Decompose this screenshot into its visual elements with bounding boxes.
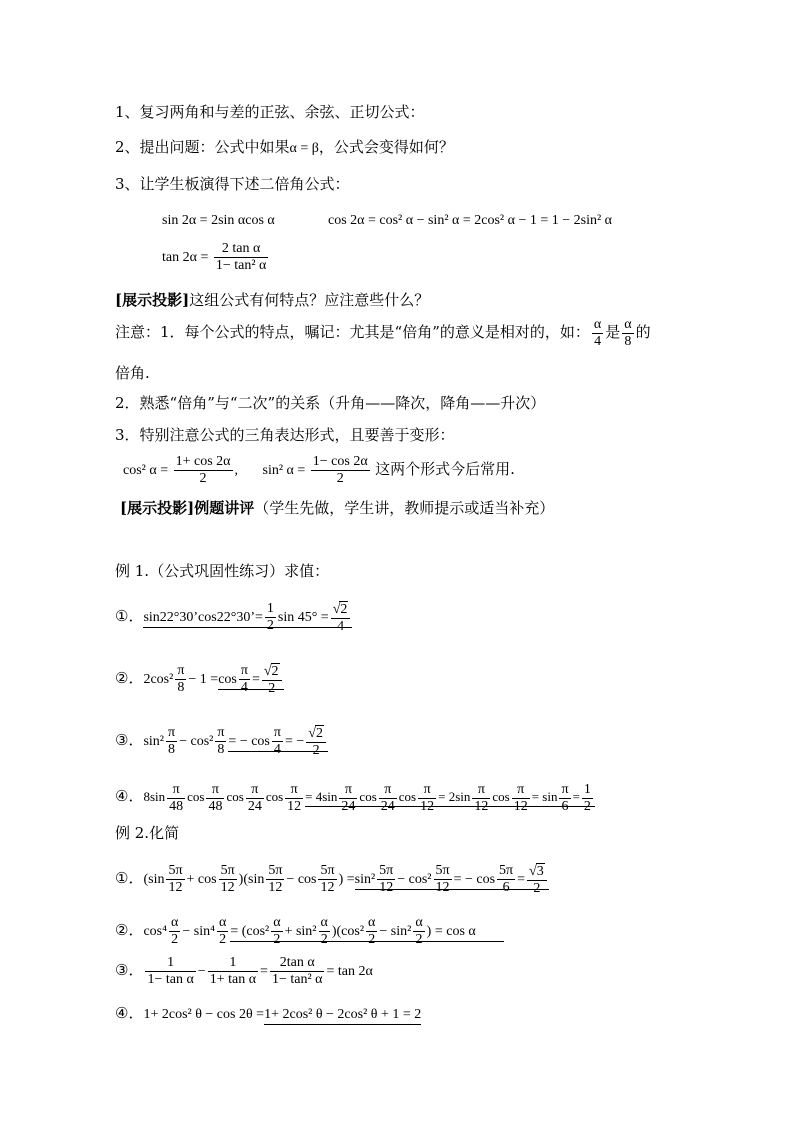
sin2-lhs: sin² α = — [262, 463, 306, 478]
p4-frac-h — [472, 782, 490, 815]
q3-frac-2 — [208, 955, 258, 988]
p2-lhs-pre: 2cos² — [143, 672, 174, 687]
p4-f-den: 24 — [380, 798, 395, 814]
q3-minus: − — [197, 964, 206, 979]
intro-item-2 — [115, 137, 454, 159]
q1-plus: + cos — [186, 872, 217, 887]
q2-frac-5 — [366, 915, 377, 948]
p3-ans-num: 2 — [315, 725, 323, 741]
note-1-mid: 是 — [605, 323, 621, 341]
p2-answer — [218, 663, 283, 696]
p3-pi8a-num: π — [168, 725, 176, 741]
example-1-part-1 — [115, 596, 352, 638]
p4-cos-4: cos — [359, 789, 377, 804]
q1-frac-2 — [219, 863, 237, 896]
p3-pi8b — [215, 725, 226, 758]
p4-label: ④． — [115, 787, 144, 805]
p4-half — [582, 782, 593, 815]
p2-pi8 — [175, 663, 186, 696]
p4-cos-6: cos — [492, 789, 510, 804]
q1-f1-num: 5π — [168, 863, 183, 879]
p4-frac-g — [418, 782, 436, 815]
p4-b-num: π — [206, 782, 224, 799]
sin2-num: 1− cos 2α — [312, 454, 368, 470]
q2-f6-den: 2 — [415, 932, 423, 948]
p4-h-num: π — [472, 782, 490, 799]
p4-eq: = — [572, 789, 580, 804]
cos2-den: 2 — [199, 471, 207, 487]
q1-f5-num: 5π — [379, 863, 394, 879]
q1-ans-num: 3 — [536, 863, 544, 879]
p2-pi8-den: 8 — [177, 680, 185, 696]
q1-f4-den: 12 — [320, 880, 335, 896]
p3-pi8b-den: 8 — [217, 742, 225, 758]
q1-frac-5 — [377, 863, 395, 896]
p4-frac-f — [379, 782, 397, 815]
p3-minus: − cos² — [179, 734, 214, 749]
q2-frac-3 — [271, 915, 282, 948]
p4-2sin: = 2sin — [438, 789, 471, 804]
p4-frac-b — [206, 782, 224, 815]
q1-f4-num: 5π — [320, 863, 335, 879]
example-1-title: 例 1.（公式巩固性练习）求值： — [115, 562, 330, 580]
p4-a-num: π — [167, 782, 185, 799]
p4-d-num: π — [285, 782, 303, 799]
tan2a-num: 2 tan α — [214, 241, 269, 258]
p4-cos-3: cos — [265, 789, 284, 804]
tan2a-den: 1− tan² α — [215, 258, 267, 274]
note-1 — [115, 314, 651, 350]
q1-label: ①． — [115, 869, 144, 887]
q1-eq2: = — [517, 872, 526, 887]
q1-close: ) = — [338, 872, 355, 887]
q1-f2-den: 12 — [220, 880, 235, 896]
q4-label: ④． — [115, 1004, 144, 1022]
p2-ans-den: 2 — [268, 680, 276, 696]
p2-pi4-num: π — [240, 663, 248, 679]
note-2: 2．熟悉“倍角”与“二次”的关系（升角——降次，降角——升次） — [115, 394, 546, 412]
p4-8sin: 8sin — [143, 789, 166, 804]
p3-eq: = − cos — [228, 734, 270, 749]
q1-minus-cos2: − cos² — [397, 872, 432, 887]
p4-i-den: 12 — [513, 798, 528, 814]
example-2-part-3 — [115, 950, 373, 992]
note-1-frac-a4 — [592, 317, 603, 350]
q1-f3-den: 12 — [268, 880, 283, 896]
p3-eq2: = − — [284, 734, 305, 749]
q4-rhs: 1+ 2cos² θ − 2cos² θ + 1 = 2 — [264, 1007, 421, 1025]
note-1-frac-a8 — [622, 317, 633, 350]
p1-ans-den: 4 — [337, 618, 345, 634]
example-1-part-2 — [115, 658, 284, 700]
p3-pi8a-den: 8 — [168, 742, 176, 758]
p3-sin: sin² — [143, 734, 164, 749]
q3-frac-1 — [145, 955, 195, 988]
p4-frac-d — [285, 782, 303, 815]
p4-frac-i — [512, 782, 530, 815]
q2-frac-1 — [169, 915, 180, 948]
frac-a4-num: α — [593, 316, 602, 332]
p2-sqrt: $\frac{√2}{2}$ — [262, 663, 282, 697]
p3-label: ③． — [115, 731, 144, 749]
p1-lhs: sin22°30’cos22°30’= — [143, 610, 263, 625]
p2-lhs-post: − 1 = — [188, 672, 219, 687]
q2-frac-2 — [217, 915, 228, 948]
q1-open: (sin — [143, 872, 165, 887]
p2-cos: cos — [218, 672, 237, 687]
q1-sqrt: $\frac{√3}{2}$ — [527, 863, 547, 897]
q2-f3-den: 2 — [273, 932, 281, 948]
q1-frac-7 — [497, 863, 515, 896]
example-2-title: 例 2.化简 — [115, 824, 180, 842]
q3-f2-den: 1+ tan α — [209, 972, 257, 988]
intro-item-2-text: 2、提出问题：公式中如果 — [115, 138, 290, 156]
example-2-part-2 — [115, 910, 504, 952]
q2-minus-sin4: − sin⁴ — [182, 924, 215, 939]
q1-frac-4 — [318, 863, 336, 896]
intro-item-3: 3、让学生板演得下述二倍角公式： — [115, 175, 350, 193]
frac-a4-den: 4 — [594, 333, 602, 349]
frac-a8-den: 8 — [624, 333, 632, 349]
tan2a-lhs: tan 2α = — [162, 250, 209, 265]
p1-half — [265, 601, 276, 634]
q2-f1-den: 2 — [171, 932, 179, 948]
q1-sin2: sin² — [354, 872, 376, 887]
q3-frac-3 — [270, 955, 325, 988]
p4-g-num: π — [418, 782, 436, 799]
tan2a-fraction — [214, 241, 269, 274]
q2-f5-den: 2 — [368, 932, 376, 948]
q2-f2-num: α — [218, 915, 227, 931]
p4-b-den: 48 — [208, 798, 223, 814]
q1-f6-num: 5π — [435, 863, 450, 879]
p4-c-num: π — [246, 782, 264, 799]
p2-pi4 — [239, 663, 250, 696]
p3-answer — [228, 725, 328, 758]
q2-label: ②． — [115, 921, 144, 939]
p1-expression — [143, 601, 352, 634]
cos2-lhs: cos² α = — [123, 463, 169, 478]
formula-sin2a: sin 2α = 2sin αcos α — [162, 213, 275, 228]
q2-f2-den: 2 — [219, 932, 227, 948]
example-1-part-4 — [115, 776, 595, 817]
q4-lhs: 1+ 2cos² θ − cos 2θ = — [143, 1007, 265, 1022]
intro-item-2-question: ，公式会变得如何？ — [318, 138, 454, 156]
p4-e-num: π — [339, 782, 357, 799]
q2-answer — [230, 915, 503, 948]
example-1-part-3 — [115, 720, 328, 762]
p4-g-den: 12 — [420, 798, 435, 814]
p3-pi4 — [272, 725, 283, 758]
sin2-den: 2 — [336, 471, 344, 487]
frac-a8-num: α — [624, 316, 632, 332]
cos2-fraction — [174, 454, 233, 487]
p4-ans-num: 1 — [583, 781, 591, 797]
note-1-text: 注意：1．每个公式的特点，嘱记：尤其是“倍角”的意义是相对的，如： — [115, 323, 590, 341]
half-angle-formulas: cos² α = $\frac{1+ \cos 2\alpha}{2}$ , sin² α = $\frac{1- \cos 2\alpha}{2}$ 这两个形式今后常用. — [123, 454, 515, 487]
alpha-equals-beta: α = β — [289, 141, 319, 156]
p2-eq: = — [251, 672, 260, 687]
p4-frac-a — [167, 782, 185, 815]
q2-frac-4 — [319, 915, 330, 948]
p1-half-num: 1 — [266, 601, 274, 617]
p4-cos-2: cos — [226, 789, 244, 804]
q1-minus: − cos — [286, 872, 317, 887]
p1-label: ①． — [115, 607, 144, 625]
q2-f4-den: 2 — [320, 932, 328, 948]
q1-f5-den: 12 — [379, 880, 394, 896]
p1-mid: sin 45° = — [277, 610, 329, 625]
p1-answer: $\frac{√2}{4}$ — [331, 601, 351, 635]
projection-2 — [120, 498, 554, 518]
q1-ans-den: 2 — [533, 880, 541, 896]
q2-f1-num: α — [171, 915, 179, 931]
p4-f-num: π — [379, 782, 397, 799]
projection-1-tag: [展示投影] — [115, 291, 190, 309]
p4-4sin: = 4sin — [305, 789, 338, 804]
q1-f6-den: 12 — [435, 880, 450, 896]
p4-c-den: 24 — [247, 798, 262, 814]
p4-ans-den: 2 — [583, 798, 591, 814]
q2-minus-sin2: − sin² — [379, 924, 412, 939]
projection-1 — [115, 290, 429, 310]
p4-answer — [305, 781, 595, 814]
example-2-part-4 — [115, 1003, 421, 1025]
p4-frac-j — [559, 782, 570, 815]
p4-sin: = sin — [531, 789, 558, 804]
q1-frac-6 — [434, 863, 452, 896]
p3-sqrt: $\frac{√2}{2}$ — [306, 725, 326, 759]
cos2-num: 1+ cos 2α — [175, 454, 231, 470]
p3-pi8b-num: π — [217, 725, 225, 741]
p3-pi4-num: π — [273, 725, 281, 741]
p4-frac-c — [246, 782, 264, 815]
p2-ans-num: 2 — [271, 663, 279, 679]
q2-f6-num: α — [415, 915, 423, 931]
note-1-post: 的 — [635, 323, 651, 341]
q2-f5-num: α — [368, 915, 376, 931]
sin2-fraction — [311, 454, 370, 487]
projection-2-tag: [展示投影]例题讲评 — [120, 499, 255, 517]
q3-f3-den: 1− tan² α — [271, 972, 323, 988]
q2-cos4: cos⁴ — [143, 924, 167, 939]
q1-f2-num: 5π — [220, 863, 235, 879]
formula-cos2a: cos 2α = cos² α − sin² α = 2cos² α − 1 = 1 − 2sin² α — [328, 213, 612, 228]
example-2-part-1 — [115, 858, 549, 900]
p3-pi8a — [166, 725, 177, 758]
intro-item-1: 1、复习两角和与差的正弦、余弦、正切公式： — [115, 103, 425, 121]
q2-mid: )(cos² — [331, 924, 365, 939]
p4-h-den: 12 — [474, 798, 489, 814]
q1-f7-num: 5π — [499, 863, 514, 879]
q3-f1-num: 1 — [145, 955, 195, 972]
p1-ans-num: 2 — [340, 601, 348, 617]
q2-end: ) = cos α — [426, 924, 476, 939]
q2-eq: = (cos² — [230, 924, 270, 939]
formula-tan2a — [162, 240, 270, 276]
q1-frac-3 — [266, 863, 284, 896]
q3-f3-num: 2tan α — [270, 955, 325, 972]
p3-ans-den: 2 — [312, 742, 320, 758]
common-note: 这两个形式今后常用. — [375, 460, 515, 478]
q3-f2-num: 1 — [208, 955, 258, 972]
p4-cos-5: cos — [398, 789, 417, 804]
p1-half-den: 2 — [266, 618, 274, 634]
q3-f1-den: 1− tan α — [147, 972, 194, 988]
note-1-cont: 倍角. — [115, 364, 150, 382]
p3-pi4-den: 4 — [273, 742, 281, 758]
q2-plus-sin2: + sin² — [284, 924, 317, 939]
p4-j-den: 6 — [561, 798, 569, 814]
q3-label: ③． — [115, 961, 144, 979]
q2-f4-num: α — [320, 915, 328, 931]
p2-label: ②． — [115, 669, 144, 687]
q3-end: = tan 2α — [326, 964, 373, 979]
p4-j-num: π — [561, 781, 569, 797]
q1-frac-1 — [166, 863, 184, 896]
p4-cos-1: cos — [187, 789, 205, 804]
q1-f3-num: 5π — [268, 863, 283, 879]
p4-frac-e — [339, 782, 357, 815]
p2-pi4-den: 4 — [240, 680, 248, 696]
q1-f1-den: 12 — [168, 880, 183, 896]
note-3: 3．特别注意公式的三角表达形式，且要善于变形： — [115, 426, 455, 444]
p2-pi8-num: π — [177, 663, 185, 679]
p4-i-num: π — [512, 782, 530, 799]
p4-e-den: 24 — [341, 798, 356, 814]
q2-f3-num: α — [273, 915, 281, 931]
projection-1-text: 这组公式有何特点？应注意些什么？ — [189, 291, 430, 309]
p4-d-den: 12 — [287, 798, 302, 814]
p4-a-den: 48 — [169, 798, 184, 814]
projection-2-text: （学生先做，学生讲，教师提示或适当补充） — [254, 499, 555, 517]
q2-frac-6 — [413, 915, 424, 948]
q1-eq: = − cos — [453, 872, 496, 887]
q1-f7-den: 6 — [502, 880, 510, 896]
q1-close-open: )(sin — [238, 872, 265, 887]
q3-eq: = — [260, 964, 268, 979]
